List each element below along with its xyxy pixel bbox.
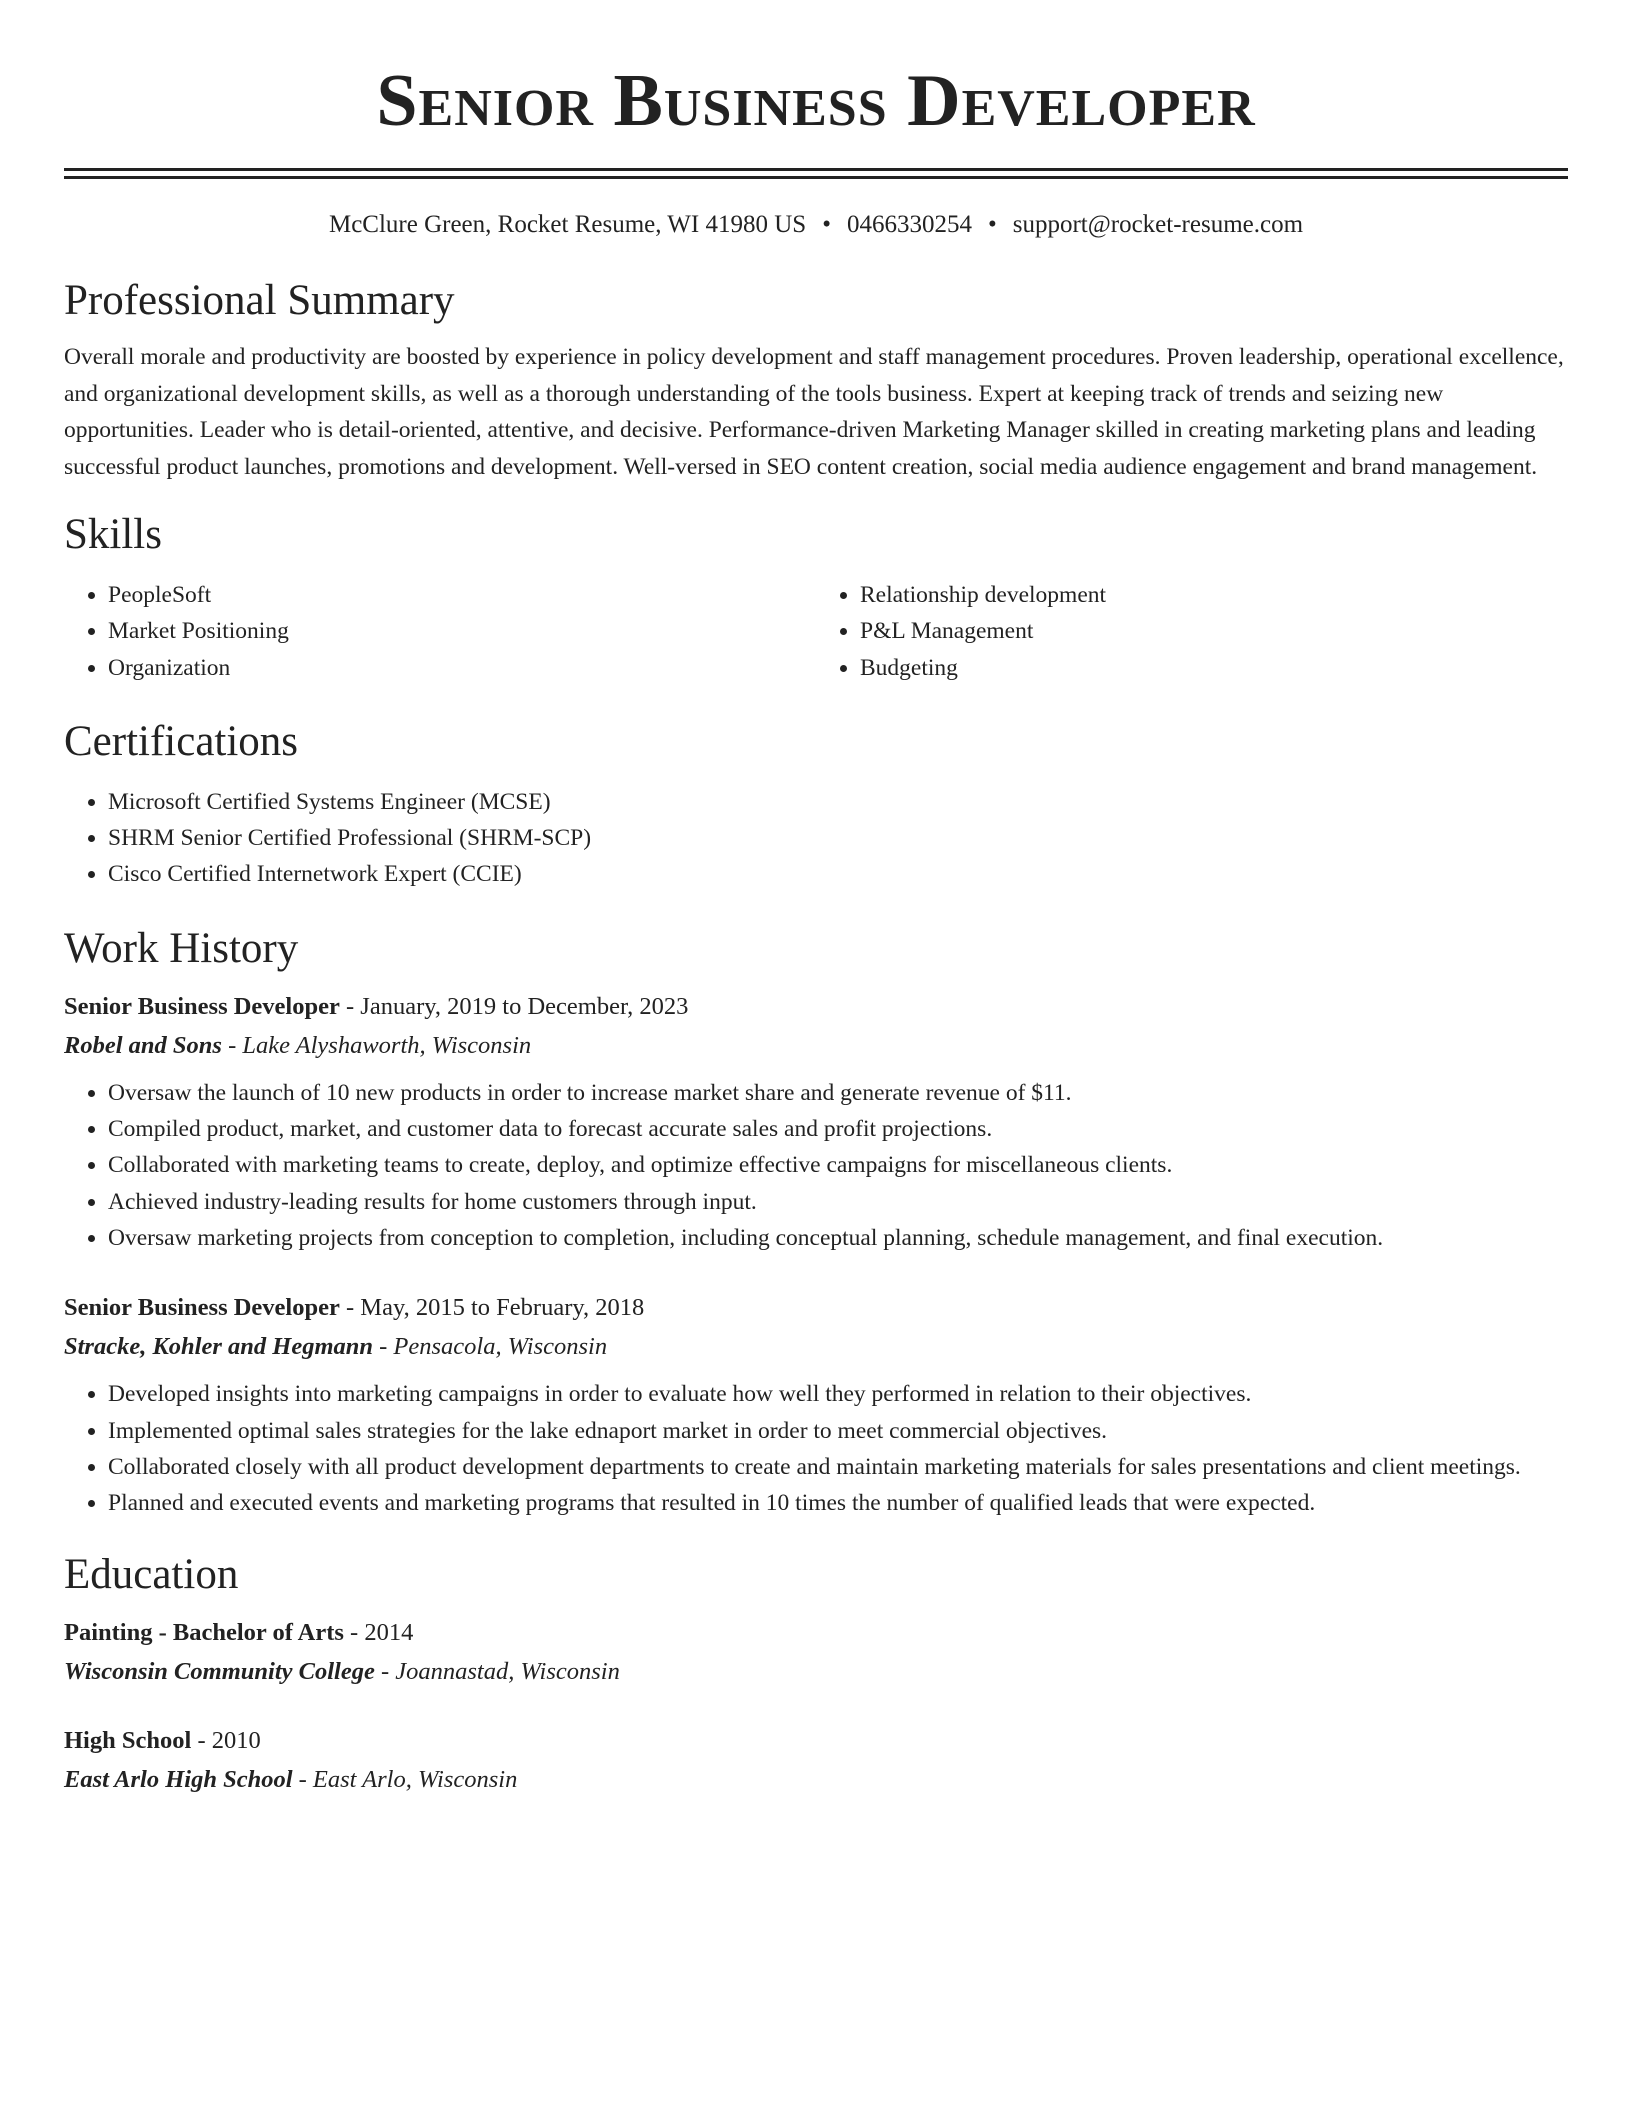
education-location: - Joannastad, Wisconsin (374, 1658, 620, 1686)
job-entry (64, 987, 1568, 1256)
education-school-line (64, 1761, 1568, 1799)
job-bullet: • Oversaw marketing projects from conception to completion, including conceptual planning, schedule management, and final execution. (108, 1220, 1568, 1256)
skill-item: • Budgeting (860, 650, 1568, 686)
education-entry (64, 1721, 1568, 1799)
professional-summary-section (64, 273, 1568, 485)
contact-phone: 0466330254 (846, 211, 972, 238)
job-bullet: • Achieved industry-leading results for home customers through input. (108, 1184, 1568, 1220)
education-location: - East Arlo, Wisconsin (292, 1766, 518, 1794)
contact-separator: • (987, 211, 997, 238)
certification-item: • Microsoft Certified Systems Engineer (MCSE) (108, 784, 1568, 820)
skills-list-left (64, 577, 816, 686)
section-heading-education: Education (64, 1551, 239, 1599)
skills-columns (64, 577, 1568, 686)
job-company: Stracke, Kohler and Hegmann (64, 1333, 374, 1361)
job-company-line (64, 1328, 1568, 1366)
education-degree: Painting - Bachelor of Arts (64, 1619, 344, 1647)
summary-text: Overall morale and productivity are boosted by experience in policy development and staff management procedures. Proven leadership, operational excellence, and organizational development skills, as well as a thorough understanding of the tools business. Expert at keeping track of trends and seizing new opportunities. Leader who is detail-oriented, attentive, and decisive. Performance-driven Marketing Manager skilled in creating marketing plans and leading successful product launches, promotions and development. Well-versed in SEO content creation, social media audience engagement and brand management. (64, 344, 1564, 480)
skill-item: • Relationship development (860, 577, 1568, 613)
job-bullets (64, 1376, 1568, 1521)
job-bullet: • Collaborated closely with all product development departments to create and maintain marketing materials for sales presentations and client meetings. (108, 1449, 1568, 1485)
skill-item: • P&L Management (860, 613, 1568, 649)
job-bullet: • Collaborated with marketing teams to create, deploy, and optimize effective campaigns for miscellaneous clients. (108, 1147, 1568, 1183)
header-divider-top (64, 168, 1568, 171)
education-degree: High School (64, 1727, 192, 1755)
skills-section (64, 507, 1568, 686)
certifications-list (64, 784, 1568, 893)
job-dates: - January, 2019 to December, 2023 (339, 992, 689, 1020)
skill-item: • Market Positioning (108, 613, 816, 649)
education-section (64, 1547, 1568, 1799)
education-school-line (64, 1653, 1568, 1691)
section-heading-certifications: Certifications (64, 717, 299, 765)
work-history-section (64, 921, 1568, 1522)
job-company-line (64, 1027, 1568, 1065)
education-header (64, 1721, 1568, 1761)
resume-title: Senior Business Developer (376, 60, 1256, 142)
education-year: - 2010 (191, 1727, 261, 1755)
job-bullet: • Oversaw the launch of 10 new products in order to increase market share and generate revenue of $11. (108, 1075, 1568, 1111)
section-heading-summary: Professional Summary (64, 277, 455, 324)
skill-item: • Organization (108, 650, 816, 686)
job-bullet: • Planned and executed events and marketing programs that resulted in 10 times the number of qualified leads that were expected. (108, 1485, 1568, 1521)
contact-email[interactable]: support@rocket-resume.com (1012, 211, 1304, 238)
job-entry (64, 1288, 1568, 1521)
certification-item: • Cisco Certified Internetwork Expert (CCIE) (108, 856, 1568, 892)
education-entry (64, 1613, 1568, 1691)
certifications-section (64, 714, 1568, 893)
job-bullet: • Developed insights into marketing campaigns in order to evaluate how well they performed in relation to their objectives. (108, 1376, 1568, 1412)
job-title: Senior Business Developer (64, 992, 340, 1020)
job-title: Senior Business Developer (64, 1294, 340, 1322)
contact-address: McClure Green, Rocket Resume, WI 41980 US (328, 211, 807, 238)
job-bullets (64, 1075, 1568, 1256)
education-school: Wisconsin Community College (64, 1658, 375, 1686)
skill-item: • PeopleSoft (108, 577, 816, 613)
job-header (64, 987, 1568, 1027)
section-heading-skills: Skills (64, 511, 162, 558)
job-location: - Pensacola, Wisconsin (373, 1333, 608, 1361)
job-bullet: • Compiled product, market, and customer data to forecast accurate sales and profit projections. (108, 1111, 1568, 1147)
job-location: - Lake Alyshaworth, Wisconsin (221, 1031, 532, 1059)
contact-separator: • (822, 211, 831, 238)
education-year: - 2014 (343, 1619, 414, 1647)
education-header (64, 1613, 1568, 1653)
header-divider-bottom (64, 176, 1568, 179)
section-heading-work-history: Work History (64, 924, 299, 972)
education-school: East Arlo High School (64, 1766, 293, 1794)
job-dates: - May, 2015 to February, 2018 (339, 1294, 645, 1322)
skills-list-right (816, 577, 1568, 686)
job-company: Robel and Sons (64, 1031, 222, 1059)
certification-item: • SHRM Senior Certified Professional (SHRM-SCP) (108, 820, 1568, 856)
job-header (64, 1288, 1568, 1328)
job-bullet: • Implemented optimal sales strategies for the lake ednaport market in order to meet commercial objectives. (108, 1413, 1568, 1449)
contact-line (64, 207, 1568, 243)
